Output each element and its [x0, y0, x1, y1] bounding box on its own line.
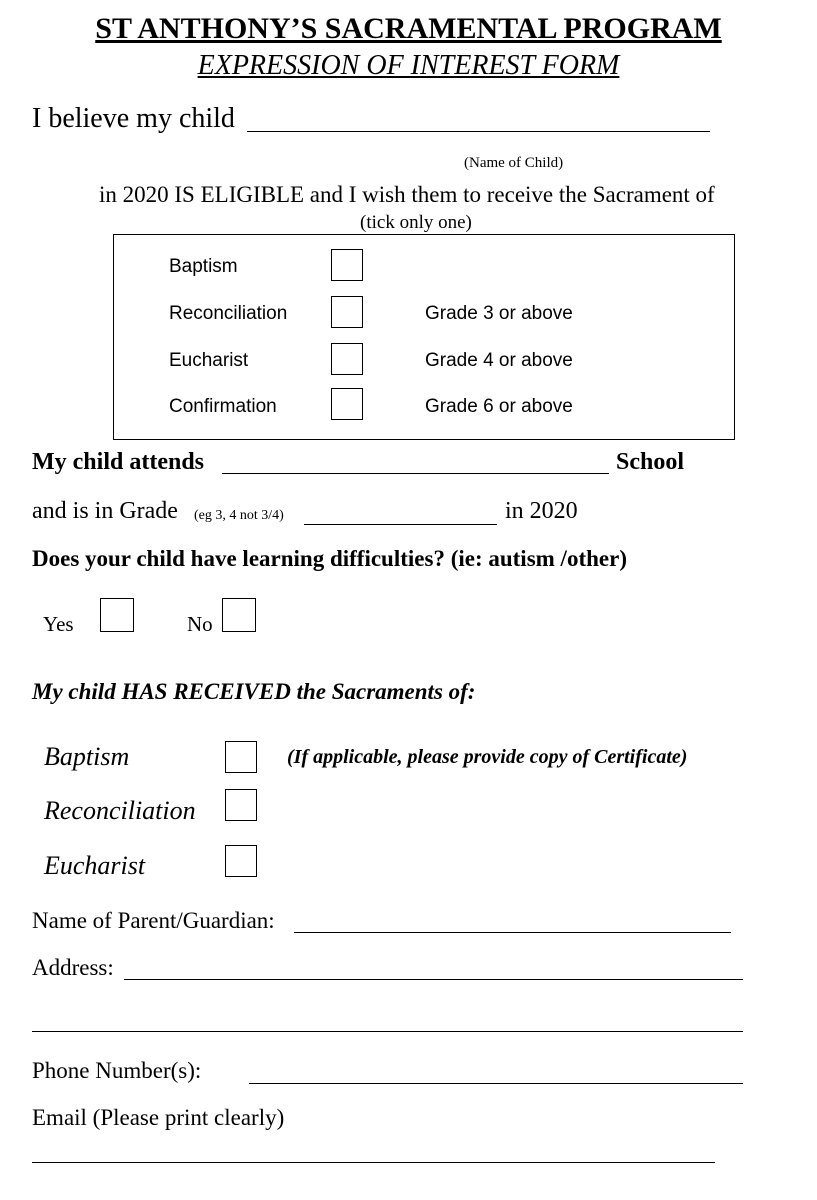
sacrament-checkbox-baptism[interactable] [331, 249, 363, 281]
email-field[interactable] [32, 1162, 715, 1163]
sacrament-label-confirmation: Confirmation [169, 396, 277, 417]
grade-field[interactable] [304, 524, 497, 525]
attends-label: My child attends [32, 449, 205, 475]
parent-label: Name of Parent/Guardian: [32, 908, 275, 933]
received-heading: My child HAS RECEIVED the Sacraments of: [32, 679, 476, 704]
parent-name-field[interactable] [294, 932, 731, 933]
address-field-line2[interactable] [32, 1031, 743, 1032]
email-label: Email (Please print clearly) [32, 1105, 285, 1130]
eligible-text: in 2020 IS ELIGIBLE and I wish them to receive the Sacrament of [99, 182, 715, 207]
address-label: Address: [32, 955, 114, 980]
sacrament-checkbox-reconciliation[interactable] [331, 296, 363, 328]
received-checkbox-baptism[interactable] [225, 741, 257, 773]
sacrament-label-baptism: Baptism [169, 256, 238, 277]
certificate-note: (If applicable, please provide copy of Certificate) [287, 746, 688, 768]
learning-question: Does your child have learning difficulties? (ie: autism /other) [32, 546, 627, 571]
sacrament-label-eucharist: Eucharist [169, 350, 249, 371]
requirement-reconciliation: Grade 3 or above [425, 303, 573, 324]
yes-checkbox[interactable] [100, 598, 134, 632]
tick-hint: (tick only one) [360, 212, 472, 233]
sacrament-label-reconciliation: Reconciliation [169, 303, 288, 324]
no-label: No [187, 612, 213, 636]
believe-label: I believe my child [32, 103, 235, 134]
name-hint: (Name of Child) [464, 155, 564, 171]
received-checkbox-reconciliation[interactable] [225, 789, 257, 821]
year-suffix: in 2020 [505, 498, 578, 524]
requirement-eucharist: Grade 4 or above [425, 350, 573, 371]
sacrament-checkbox-eucharist[interactable] [331, 343, 363, 375]
no-checkbox[interactable] [222, 598, 256, 632]
school-suffix: School [616, 449, 685, 475]
address-field-line1[interactable] [124, 979, 743, 980]
form-title: ST ANTHONY’S SACRAMENTAL PROGRAM [95, 12, 722, 45]
received-checkbox-eucharist[interactable] [225, 845, 257, 877]
received-label-baptism: Baptism [44, 742, 130, 771]
grade-hint: (eg 3, 4 not 3/4) [194, 508, 284, 523]
sacrament-checkbox-confirmation[interactable] [331, 388, 363, 420]
phone-label: Phone Number(s): [32, 1058, 202, 1083]
school-name-field[interactable] [222, 473, 609, 474]
requirement-confirmation: Grade 6 or above [425, 396, 573, 417]
phone-field[interactable] [249, 1083, 743, 1084]
child-name-field[interactable] [247, 131, 710, 132]
yes-label: Yes [43, 612, 74, 636]
grade-label: and is in Grade [32, 498, 178, 524]
form-subtitle: EXPRESSION OF INTEREST FORM [197, 50, 620, 81]
received-label-reconciliation: Reconciliation [44, 796, 196, 825]
received-label-eucharist: Eucharist [44, 851, 146, 880]
